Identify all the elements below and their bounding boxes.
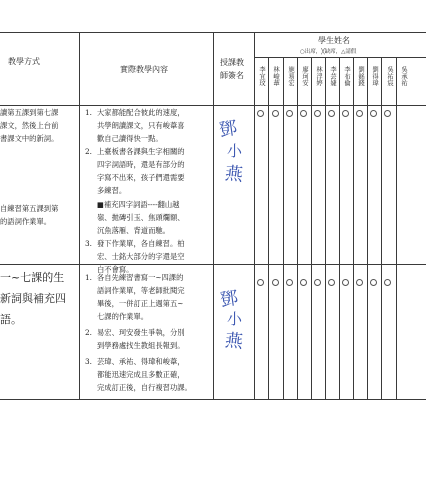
content-line: 各自先練習書寫一~四課的 xyxy=(97,273,184,282)
method-text: 的語詞作業單。 xyxy=(0,217,52,226)
method-text: 課文，然後上台前 xyxy=(0,121,59,130)
student-name: 李宜玟 xyxy=(258,66,265,87)
student-name: 林峻葦 xyxy=(272,66,279,87)
student-name: 李芸婕 xyxy=(329,66,336,87)
content-line: 發下作業單，各自練習。柏 xyxy=(97,239,185,248)
content-column-divider xyxy=(213,32,214,399)
content-header: 實際教學內容 xyxy=(120,65,168,74)
attendance-mark xyxy=(257,110,264,117)
content-line: 共學朗讀課文，只有峻葦喜 xyxy=(97,121,185,130)
content-line: 大家都能配合彼此的速度， xyxy=(97,108,185,117)
attendance-mark xyxy=(272,110,279,117)
attendance-mark xyxy=(257,279,264,286)
item-number: 2. xyxy=(85,328,92,337)
student-name: 劉得瑋 xyxy=(371,66,378,87)
student-column-divider xyxy=(311,57,312,399)
method-text: 語。 xyxy=(0,313,22,326)
student-column-divider xyxy=(283,57,284,399)
content-line: 多練習。 xyxy=(97,186,127,195)
content-line: 芸瑋、承祐、得瑋和峻葦， xyxy=(97,357,185,366)
content-line: 沉魚落雁、背道而馳。 xyxy=(97,226,170,235)
method-text: 一~七課的生 xyxy=(0,271,65,284)
student-name: 劉銘錢 xyxy=(357,66,364,87)
attendance-mark xyxy=(370,110,377,117)
content-line: 七課的作業單。 xyxy=(97,312,149,321)
student-column-divider xyxy=(367,57,368,399)
content-line: 嶺、拋磚引玉、焦頭爛額、 xyxy=(97,213,185,222)
student-column-divider xyxy=(297,57,298,399)
attendance-mark xyxy=(384,279,391,286)
student-column-divider xyxy=(381,57,382,399)
content-line: 白不會寫。 xyxy=(97,265,134,274)
teacher-signature: 燕 xyxy=(223,330,244,353)
attendance-mark xyxy=(300,110,307,117)
student-names-header: 學生姓名 xyxy=(318,36,350,45)
method-text: 新詞與補充四 xyxy=(0,292,66,305)
item-number: 3. xyxy=(85,239,92,248)
teacher-sign-header-line2: 師簽名 xyxy=(220,71,244,80)
attendance-mark xyxy=(370,279,377,286)
student-name: 廖珂安 xyxy=(301,66,308,87)
attendance-mark xyxy=(314,110,321,117)
student-column-divider xyxy=(339,57,340,399)
method-text: 讀第五課到第七課 xyxy=(0,108,59,117)
attendance-mark xyxy=(286,279,293,286)
content-line: 語詞作業單，等老師批閱完 xyxy=(97,286,185,295)
content-line: 宏、士銘大部分的字還是空 xyxy=(97,252,185,261)
content-line: 字寫不出來，孩子們還需要 xyxy=(97,173,185,182)
attendance-mark xyxy=(328,110,335,117)
student-column-divider xyxy=(325,57,326,399)
student-column-divider xyxy=(396,57,397,399)
attendance-mark xyxy=(342,279,349,286)
content-line: 上臺板書各課與生字相關的 xyxy=(97,147,185,156)
content-line: 畢後，一併訂正上週第五~ xyxy=(97,299,184,308)
student-column-divider xyxy=(353,57,354,399)
content-line: 易宏、珂安發生爭執，分別 xyxy=(97,328,185,337)
student-column-divider xyxy=(268,57,269,399)
teacher-sign-header-line1: 授課教 xyxy=(220,58,244,67)
teacher-signature: 燕 xyxy=(223,163,244,186)
teacher-signature: 小 xyxy=(227,310,243,328)
method-column-divider xyxy=(79,32,80,399)
method-text: 自練習第五課到第 xyxy=(0,204,59,213)
method-text: 書課文中的新詞。 xyxy=(0,134,59,143)
attendance-mark xyxy=(328,279,335,286)
content-line: 到學務處找生教組長報到。 xyxy=(97,341,185,350)
attendance-mark xyxy=(356,279,363,286)
student-title-divider xyxy=(254,57,426,58)
item-number: 3. xyxy=(85,357,92,366)
content-line: 四字詞語時，還是有部分的 xyxy=(97,160,185,169)
student-name: 林浮婷 xyxy=(315,66,322,87)
content-line: ■補充四字詞語----翻山越 xyxy=(97,200,180,209)
attendance-legend: ○出席，╳缺席，△請假 xyxy=(300,49,357,55)
attendance-mark xyxy=(272,279,279,286)
attendance-mark xyxy=(384,110,391,117)
content-line: 歡自己讀得快一點。 xyxy=(97,134,163,143)
item-number: 1. xyxy=(85,108,92,117)
table-bottom-border xyxy=(0,399,426,400)
content-line: 完成訂正後，自行複習功課。 xyxy=(97,383,192,392)
attendance-mark xyxy=(356,110,363,117)
attendance-mark xyxy=(342,110,349,117)
attendance-mark xyxy=(300,279,307,286)
attendance-mark xyxy=(286,110,293,117)
attendance-mark xyxy=(314,279,321,286)
item-number: 2. xyxy=(85,147,92,156)
item-number: 1. xyxy=(85,273,92,282)
student-name: 吳祐宸 xyxy=(386,66,393,87)
sign-column-divider xyxy=(254,32,255,399)
content-line: 都能迅速完成且多數正確， xyxy=(97,370,185,379)
method-header: 教學方式 xyxy=(8,57,40,66)
student-name: 施易宏 xyxy=(287,66,294,87)
teacher-signature: 鄧 xyxy=(217,117,239,142)
student-name: 李布倫 xyxy=(343,66,350,87)
student-name: 吳承祐 xyxy=(400,66,407,87)
teacher-signature: 鄧 xyxy=(218,287,240,312)
teacher-signature: 小 xyxy=(227,142,243,160)
